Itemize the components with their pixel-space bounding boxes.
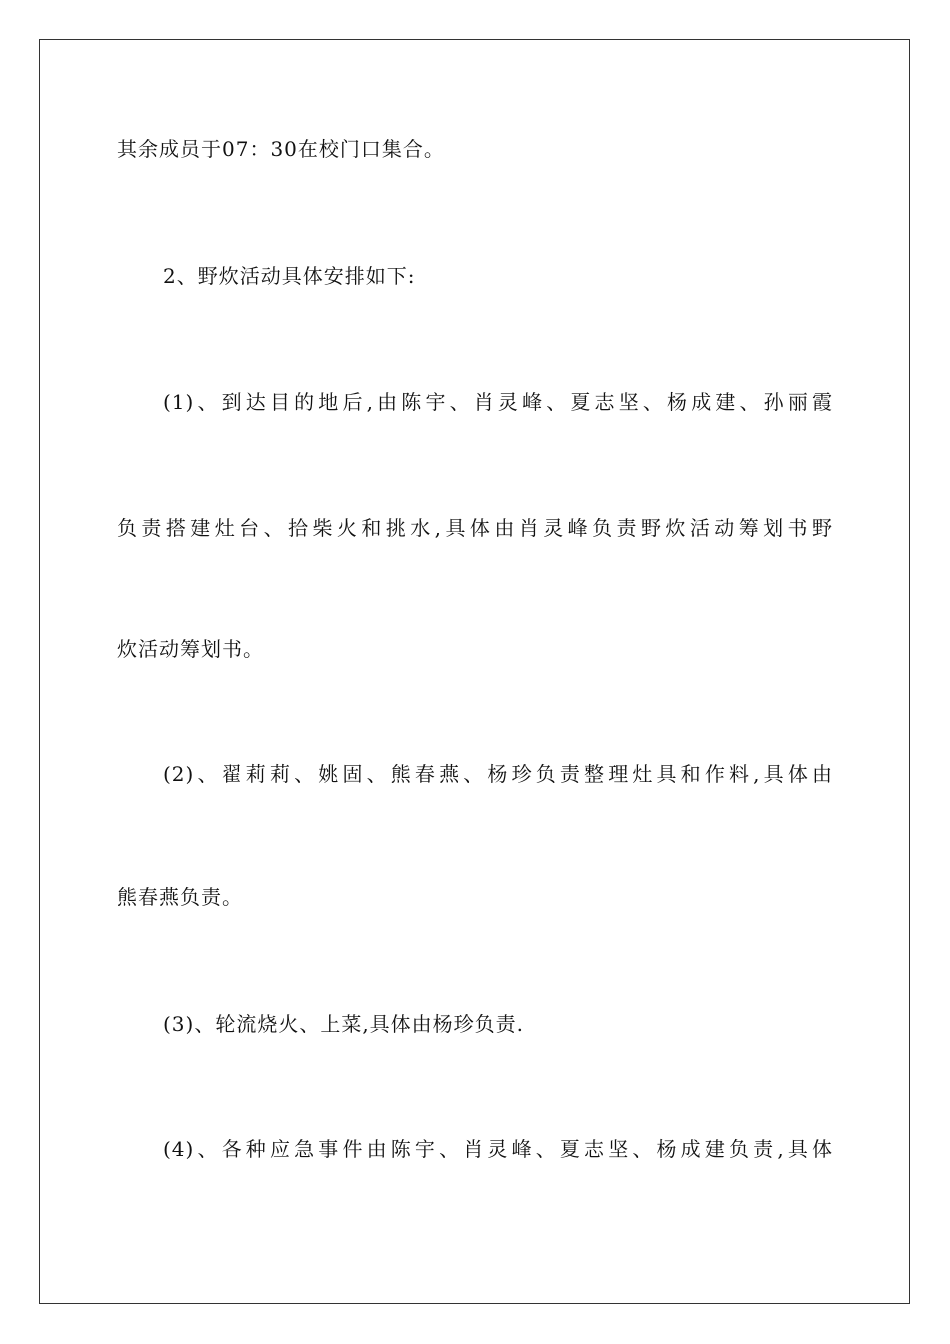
text-line-assembly: 其余成员于07：30在校门口集合。 bbox=[117, 137, 445, 161]
item-1-line-1: (1)、到达目的地后,由陈宇、肖灵峰、夏志坚、杨成建、孙丽霞 bbox=[163, 390, 833, 414]
section-heading-arrangement: 2、野炊活动具体安排如下: bbox=[163, 264, 416, 288]
item-1-line-3: 炊活动筹划书。 bbox=[117, 637, 264, 661]
page-border bbox=[39, 39, 910, 1304]
item-2-line-1: (2)、翟莉莉、姚固、熊春燕、杨珍负责整理灶具和作料,具体由 bbox=[163, 762, 833, 786]
item-2-line-2: 熊春燕负责。 bbox=[117, 885, 243, 909]
item-4-line-1: (4)、各种应急事件由陈宇、肖灵峰、夏志坚、杨成建负责,具体 bbox=[163, 1137, 833, 1161]
item-3-line-1: (3)、轮流烧火、上菜,具体由杨珍负责. bbox=[163, 1012, 525, 1036]
item-1-line-2: 负责搭建灶台、拾柴火和挑水,具体由肖灵峰负责野炊活动筹划书野 bbox=[117, 516, 833, 540]
